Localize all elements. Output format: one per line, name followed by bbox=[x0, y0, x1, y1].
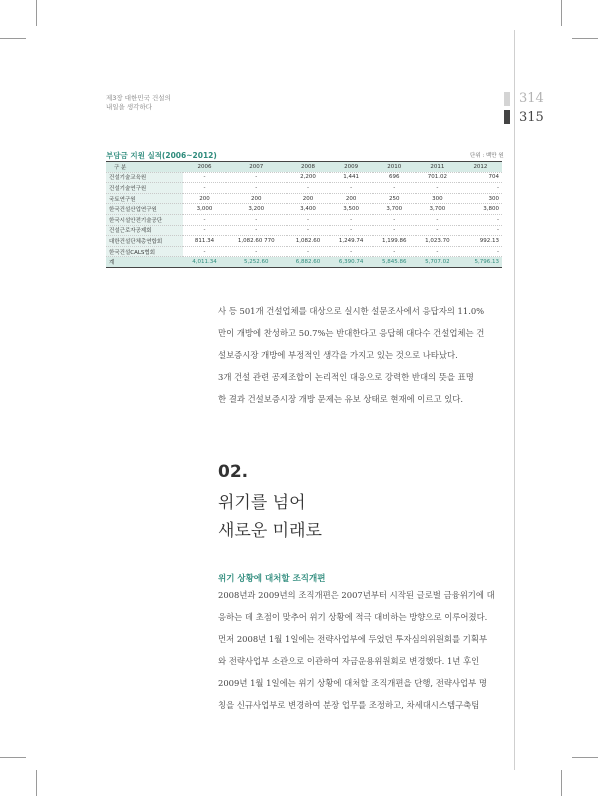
table-cell: - bbox=[459, 214, 502, 225]
table-cell: 3,200 bbox=[226, 204, 286, 215]
row-label: 한국건설CALS협회 bbox=[106, 246, 183, 257]
table-cell: 1,199.86 bbox=[373, 236, 416, 247]
header-cell: 2009 bbox=[330, 162, 373, 173]
table-cell: - bbox=[459, 183, 502, 194]
table-cell: 3,500 bbox=[330, 204, 373, 215]
table-cell: - bbox=[459, 246, 502, 257]
page-number-left: 314 bbox=[519, 91, 544, 106]
text-line: 3개 건설 관련 공제조합이 논리적인 대응으로 강력한 반대의 뜻을 표명 bbox=[218, 372, 474, 382]
table-cell: 200 bbox=[183, 193, 226, 204]
table-cell: 1,082.60 770 bbox=[226, 236, 286, 247]
crop-mark bbox=[572, 757, 598, 758]
row-label: 건설기술연구원 bbox=[106, 183, 183, 194]
table-cell: - bbox=[226, 225, 286, 236]
row-label: 계 bbox=[106, 257, 183, 268]
total-cell: 6,882.60 bbox=[287, 257, 330, 268]
running-header bbox=[106, 94, 171, 112]
header-cell: 2008 bbox=[287, 162, 330, 173]
table-cell: - bbox=[226, 246, 286, 257]
table-cell: - bbox=[416, 214, 459, 225]
table-title: 부담금 지원 실적(2006~2012) bbox=[106, 151, 217, 160]
section-title-line1: 위기를 넘어 bbox=[218, 493, 306, 513]
table-row bbox=[106, 204, 502, 215]
page-marker-left bbox=[504, 92, 510, 106]
text-line: 한 결과 건설보증시장 개방 문제는 유보 상태로 현재에 이르고 있다. bbox=[218, 394, 464, 404]
text-line: 사 등 501개 건설업체를 대상으로 실시한 설문조사에서 응답자의 11.0% bbox=[218, 306, 485, 316]
header-cell: 2007 bbox=[226, 162, 286, 173]
table-cell: 1,023.70 bbox=[416, 236, 459, 247]
table-cell: - bbox=[373, 214, 416, 225]
header-cell: 2011 bbox=[416, 162, 459, 173]
table-cell: - bbox=[226, 183, 286, 194]
text-line: 칭을 신규사업부로 변경하여 분장 업무를 조정하고, 차세대시스템구축팀 bbox=[218, 700, 480, 710]
table-cell: 992.13 bbox=[459, 236, 502, 247]
table-cell: 811.34 bbox=[183, 236, 226, 247]
table-cell: - bbox=[416, 183, 459, 194]
total-cell: 5,707.02 bbox=[416, 257, 459, 268]
header-cell: 구 분 bbox=[106, 162, 183, 173]
table-cell: - bbox=[373, 225, 416, 236]
header-cell: 2006 bbox=[183, 162, 226, 173]
text-line: 먼저 2008년 1월 1일에는 전략사업부에 두었던 투자심의위원회를 기획부 bbox=[218, 634, 488, 644]
text-line: 2008년과 2009년의 조직개편은 2007년부터 시작된 글로벌 금융위기에 대 bbox=[218, 590, 495, 600]
crop-mark bbox=[36, 770, 37, 796]
table-cell: - bbox=[287, 246, 330, 257]
crop-mark bbox=[561, 770, 562, 796]
table-cell: - bbox=[416, 225, 459, 236]
table-cell: - bbox=[330, 183, 373, 194]
body-paragraph-1 bbox=[218, 300, 514, 410]
running-header-line1: 제3장 대한민국 건설의 bbox=[106, 94, 171, 102]
table-row bbox=[106, 246, 502, 257]
table-cell: - bbox=[287, 214, 330, 225]
table-cell: 696 bbox=[373, 172, 416, 183]
text-line: 응하는 데 초점이 맞추어 위기 상황에 적극 대비하는 방향으로 이루어졌다. bbox=[218, 612, 488, 622]
table-cell: 3,000 bbox=[183, 204, 226, 215]
table-cell: - bbox=[183, 225, 226, 236]
total-cell: 5,845.86 bbox=[373, 257, 416, 268]
table-cell: 3,800 bbox=[459, 204, 502, 215]
row-label: 건설근로자공제회 bbox=[106, 225, 183, 236]
row-label: 대한건설단체총연합회 bbox=[106, 236, 183, 247]
header-cell: 2012 bbox=[459, 162, 502, 173]
crop-mark bbox=[0, 757, 26, 758]
row-label: 한국시설안전기술공단 bbox=[106, 214, 183, 225]
total-cell: 6,390.74 bbox=[330, 257, 373, 268]
table-cell: - bbox=[287, 225, 330, 236]
table-cell: - bbox=[416, 246, 459, 257]
funding-table bbox=[106, 161, 502, 268]
table-cell: - bbox=[183, 214, 226, 225]
crop-mark bbox=[0, 38, 26, 39]
running-header-line2: 내일을 생각하다 bbox=[106, 103, 153, 111]
header-cell: 2010 bbox=[373, 162, 416, 173]
row-label: 한국건설산업연구원 bbox=[106, 204, 183, 215]
section-number: 02. bbox=[218, 462, 249, 482]
table-row bbox=[106, 193, 502, 204]
crop-mark bbox=[561, 0, 562, 26]
table-cell: 1,249.74 bbox=[330, 236, 373, 247]
table-cell: 250 bbox=[373, 193, 416, 204]
total-cell: 5,252.60 bbox=[226, 257, 286, 268]
table-cell: 200 bbox=[330, 193, 373, 204]
table-cell: 3,400 bbox=[287, 204, 330, 215]
subsection-title: 위기 상황에 대처할 조직개편 bbox=[218, 574, 326, 584]
table-cell: 701.02 bbox=[416, 172, 459, 183]
table-cell: 300 bbox=[459, 193, 502, 204]
table-cell: 200 bbox=[226, 193, 286, 204]
total-cell: 5,796.13 bbox=[459, 257, 502, 268]
crop-mark bbox=[36, 0, 37, 26]
total-cell: 4,011.34 bbox=[183, 257, 226, 268]
table-cell: 2,200 bbox=[287, 172, 330, 183]
text-line: 와 전략사업부 소관으로 이관하여 자금운용위원회로 변경했다. 1년 후인 bbox=[218, 656, 480, 666]
table-cell: - bbox=[183, 246, 226, 257]
table-cell: 1,441 bbox=[330, 172, 373, 183]
crop-mark bbox=[572, 38, 598, 39]
text-line: 만이 개방에 찬성하고 50.7%는 반대한다고 응답해 대다수 건설업체는 건 bbox=[218, 328, 485, 338]
table-cell: - bbox=[226, 214, 286, 225]
section-title-line2: 새로운 미래로 bbox=[218, 521, 322, 541]
page-marker-right bbox=[504, 110, 510, 124]
table-cell: - bbox=[287, 183, 330, 194]
body-paragraph-2 bbox=[218, 584, 514, 716]
row-label: 국토연구원 bbox=[106, 193, 183, 204]
text-line: 2009년 1월 1일에는 위기 상황에 대처할 조직개편을 단행, 전략사업부 명 bbox=[218, 678, 487, 688]
margin-rule bbox=[514, 30, 515, 770]
table-row bbox=[106, 172, 502, 183]
row-label: 건설기술교육원 bbox=[106, 172, 183, 183]
table-cell: - bbox=[330, 225, 373, 236]
table-total-row bbox=[106, 257, 502, 268]
table-cell: - bbox=[459, 225, 502, 236]
table-header-row bbox=[106, 162, 502, 173]
table-cell: 3,700 bbox=[416, 204, 459, 215]
table-row bbox=[106, 183, 502, 194]
table-row bbox=[106, 236, 502, 247]
table-cell: - bbox=[226, 172, 286, 183]
table-cell: 704 bbox=[459, 172, 502, 183]
table-cell: 300 bbox=[416, 193, 459, 204]
table-cell: - bbox=[330, 246, 373, 257]
table-cell: 3,700 bbox=[373, 204, 416, 215]
table-cell: 1,082.60 bbox=[287, 236, 330, 247]
table-cell: - bbox=[183, 172, 226, 183]
table-cell: - bbox=[183, 183, 226, 194]
table-cell: - bbox=[373, 183, 416, 194]
table-cell: 200 bbox=[287, 193, 330, 204]
table-row bbox=[106, 225, 502, 236]
page-number-right: 315 bbox=[519, 110, 544, 125]
table-cell: - bbox=[330, 214, 373, 225]
table-row bbox=[106, 214, 502, 225]
table-cell: - bbox=[373, 246, 416, 257]
table-unit: 단위 : 백만 원 bbox=[470, 153, 504, 159]
text-line: 설보증시장 개방에 부정적인 생각을 가지고 있는 것으로 나타났다. bbox=[218, 350, 458, 360]
